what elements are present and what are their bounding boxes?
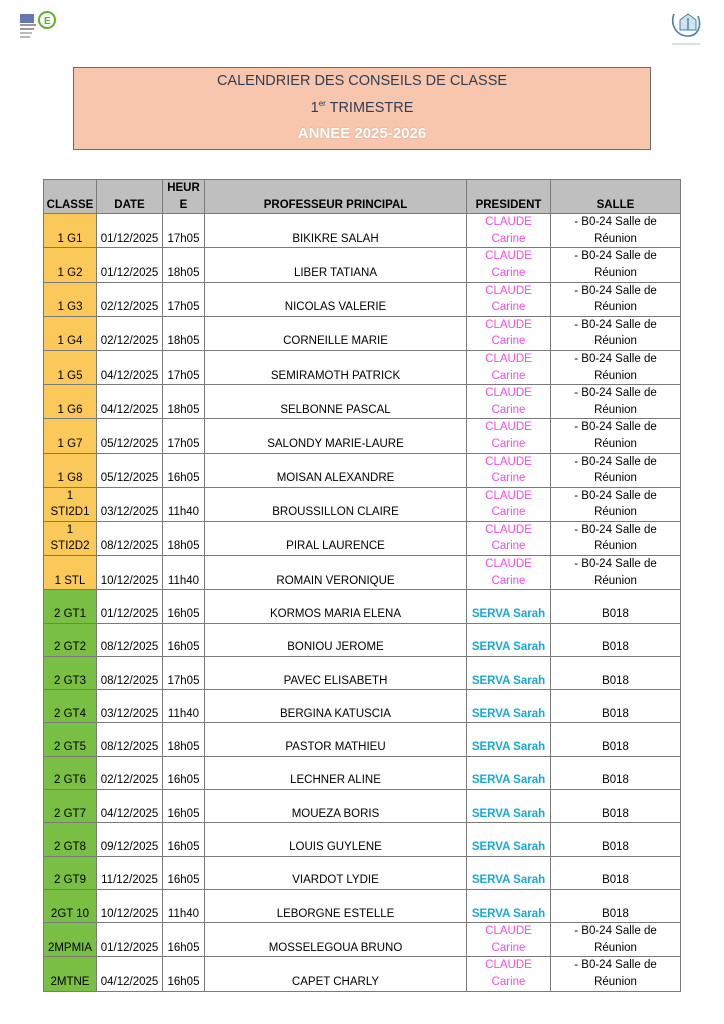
cell-president: CLAUDE Carine xyxy=(467,248,551,282)
table-row xyxy=(44,756,681,789)
cell-heure: 18h05 xyxy=(163,385,205,419)
cell-heure: 16h05 xyxy=(163,623,205,656)
cell-heure: 16h05 xyxy=(163,790,205,823)
cell-president: SERVA Sarah xyxy=(467,656,551,689)
cell-salle: B018 xyxy=(551,756,681,789)
cell-president: CLAUDE Carine xyxy=(467,316,551,350)
header-president: PRESIDENT xyxy=(467,180,551,214)
cell-classe: 2 GT8 xyxy=(44,823,97,856)
cell-classe: 2 GT7 xyxy=(44,790,97,823)
cell-date: 03/12/2025 xyxy=(97,487,163,521)
header-salle: SALLE xyxy=(551,180,681,214)
cell-professeur: PASTOR MATHIEU xyxy=(205,723,467,756)
cell-heure: 16h05 xyxy=(163,453,205,487)
cell-salle: B018 xyxy=(551,656,681,689)
table-header-row xyxy=(44,180,681,214)
cell-date: 01/12/2025 xyxy=(97,923,163,957)
table-row xyxy=(44,856,681,889)
cell-professeur: LECHNER ALINE xyxy=(205,756,467,789)
trimestre-title xyxy=(74,99,650,116)
cell-professeur: LOUIS GUYLENE xyxy=(205,823,467,856)
title-box xyxy=(73,67,651,150)
cell-salle: - B0-24 Salle de Réunion xyxy=(551,923,681,957)
cell-heure: 11h40 xyxy=(163,690,205,723)
cell-heure: 16h05 xyxy=(163,756,205,789)
cell-classe: 1 G5 xyxy=(44,350,97,384)
cell-professeur: VIARDOT LYDIE xyxy=(205,856,467,889)
cell-president: CLAUDE Carine xyxy=(467,923,551,957)
cell-professeur: PIRAL LAURENCE xyxy=(205,521,467,555)
cell-president: CLAUDE Carine xyxy=(467,385,551,419)
cell-professeur: BROUSSILLON CLAIRE xyxy=(205,487,467,521)
cell-president: CLAUDE Carine xyxy=(467,419,551,453)
cell-salle: - B0-24 Salle de Réunion xyxy=(551,385,681,419)
table-row xyxy=(44,282,681,316)
cell-president: CLAUDE Carine xyxy=(467,521,551,555)
cell-professeur: LEBORGNE ESTELLE xyxy=(205,889,467,922)
cell-date: 10/12/2025 xyxy=(97,556,163,590)
cell-heure: 16h05 xyxy=(163,957,205,991)
cell-heure: 16h05 xyxy=(163,856,205,889)
cell-heure: 11h40 xyxy=(163,556,205,590)
cell-professeur: ROMAIN VERONIQUE xyxy=(205,556,467,590)
cell-salle: - B0-24 Salle de Réunion xyxy=(551,487,681,521)
header-classe: CLASSE xyxy=(44,180,97,214)
cell-classe: 1 STL xyxy=(44,556,97,590)
cell-heure: 17h05 xyxy=(163,350,205,384)
table-row xyxy=(44,248,681,282)
cell-salle: B018 xyxy=(551,723,681,756)
cell-heure: 16h05 xyxy=(163,590,205,623)
cell-salle: B018 xyxy=(551,590,681,623)
cell-date: 01/12/2025 xyxy=(97,590,163,623)
cell-salle: - B0-24 Salle de Réunion xyxy=(551,556,681,590)
cell-classe: 1 G2 xyxy=(44,248,97,282)
document-title: CALENDRIER DES CONSEILS DE CLASSE xyxy=(216,73,508,89)
cell-professeur: KORMOS MARIA ELENA xyxy=(205,590,467,623)
cell-salle: - B0-24 Salle de Réunion xyxy=(551,419,681,453)
cell-classe: 2 GT6 xyxy=(44,756,97,789)
cell-heure: 18h05 xyxy=(163,248,205,282)
cell-professeur: LIBER TATIANA xyxy=(205,248,467,282)
table-row xyxy=(44,889,681,922)
cell-date: 04/12/2025 xyxy=(97,385,163,419)
cell-date: 04/12/2025 xyxy=(97,957,163,991)
cell-classe: 1 G8 xyxy=(44,453,97,487)
cell-classe: 1 STI2D1 xyxy=(44,487,97,521)
table-row xyxy=(44,623,681,656)
cell-salle: B018 xyxy=(551,790,681,823)
cell-classe: 2MPMIA xyxy=(44,923,97,957)
table-row xyxy=(44,521,681,555)
trimestre-label: TRIMESTRE xyxy=(325,100,414,116)
cell-date: 05/12/2025 xyxy=(97,419,163,453)
trimestre-number: 1 xyxy=(310,100,319,116)
cell-salle: - B0-24 Salle de Réunion xyxy=(551,316,681,350)
cell-professeur: NICOLAS VALERIE xyxy=(205,282,467,316)
cell-classe: 2GT 10 xyxy=(44,889,97,922)
cell-classe: 1 G7 xyxy=(44,419,97,453)
table-row xyxy=(44,823,681,856)
cell-classe: 1 STI2D2 xyxy=(44,521,97,555)
cell-date: 03/12/2025 xyxy=(97,690,163,723)
table-row xyxy=(44,453,681,487)
cell-president: SERVA Sarah xyxy=(467,889,551,922)
cell-classe: 2 GT1 xyxy=(44,590,97,623)
cell-president: SERVA Sarah xyxy=(467,790,551,823)
table-row xyxy=(44,556,681,590)
svg-text:E: E xyxy=(44,16,51,27)
table-row xyxy=(44,590,681,623)
cell-president: SERVA Sarah xyxy=(467,756,551,789)
cell-salle: - B0-24 Salle de Réunion xyxy=(551,453,681,487)
header-professeur: PROFESSEUR PRINCIPAL xyxy=(205,180,467,214)
table-body xyxy=(44,214,681,991)
cell-president: SERVA Sarah xyxy=(467,590,551,623)
cell-president: SERVA Sarah xyxy=(467,690,551,723)
cell-classe: 2MTNE xyxy=(44,957,97,991)
school-logo xyxy=(666,8,706,50)
cell-professeur: PAVEC ELISABETH xyxy=(205,656,467,689)
cell-salle: B018 xyxy=(551,889,681,922)
trimestre-superscript: er xyxy=(318,99,326,108)
cell-heure: 16h05 xyxy=(163,923,205,957)
cell-salle: - B0-24 Salle de Réunion xyxy=(551,248,681,282)
cell-date: 08/12/2025 xyxy=(97,723,163,756)
table-row xyxy=(44,690,681,723)
cell-salle: B018 xyxy=(551,690,681,723)
cell-classe: 1 G4 xyxy=(44,316,97,350)
cell-classe: 2 GT2 xyxy=(44,623,97,656)
cell-classe: 2 GT3 xyxy=(44,656,97,689)
cell-classe: 1 G6 xyxy=(44,385,97,419)
cell-president: CLAUDE Carine xyxy=(467,453,551,487)
cell-heure: 18h05 xyxy=(163,723,205,756)
cell-president: CLAUDE Carine xyxy=(467,350,551,384)
cell-date: 10/12/2025 xyxy=(97,889,163,922)
cell-professeur: BERGINA KATUSCIA xyxy=(205,690,467,723)
cell-president: SERVA Sarah xyxy=(467,723,551,756)
cell-date: 09/12/2025 xyxy=(97,823,163,856)
cell-professeur: BONIOU JEROME xyxy=(205,623,467,656)
cell-president: SERVA Sarah xyxy=(467,856,551,889)
cell-president: SERVA Sarah xyxy=(467,623,551,656)
cell-president: CLAUDE Carine xyxy=(467,487,551,521)
cell-date: 01/12/2025 xyxy=(97,248,163,282)
ministry-logo xyxy=(18,10,58,50)
cell-date: 05/12/2025 xyxy=(97,453,163,487)
cell-date: 08/12/2025 xyxy=(97,623,163,656)
cell-professeur: CAPET CHARLY xyxy=(205,957,467,991)
cell-heure: 17h05 xyxy=(163,656,205,689)
cell-date: 04/12/2025 xyxy=(97,350,163,384)
table-row xyxy=(44,385,681,419)
cell-professeur: BIKIKRE SALAH xyxy=(205,214,467,248)
table-row xyxy=(44,923,681,957)
table-row xyxy=(44,723,681,756)
cell-heure: 17h05 xyxy=(163,419,205,453)
table-row xyxy=(44,419,681,453)
cell-heure: 11h40 xyxy=(163,487,205,521)
table-row xyxy=(44,350,681,384)
cell-professeur: SALONDY MARIE-LAURE xyxy=(205,419,467,453)
cell-date: 08/12/2025 xyxy=(97,656,163,689)
header-heure: HEURE xyxy=(163,180,205,214)
cell-professeur: CORNEILLE MARIE xyxy=(205,316,467,350)
cell-professeur: MOISAN ALEXANDRE xyxy=(205,453,467,487)
cell-heure: 17h05 xyxy=(163,282,205,316)
cell-heure: 18h05 xyxy=(163,521,205,555)
table-row xyxy=(44,656,681,689)
cell-salle: B018 xyxy=(551,823,681,856)
cell-heure: 17h05 xyxy=(163,214,205,248)
cell-date: 08/12/2025 xyxy=(97,521,163,555)
table-row xyxy=(44,957,681,991)
cell-salle: - B0-24 Salle de Réunion xyxy=(551,521,681,555)
school-year: ANNEE 2025-2026 xyxy=(297,125,427,142)
cell-classe: 1 G3 xyxy=(44,282,97,316)
table-row xyxy=(44,214,681,248)
cell-classe: 2 GT4 xyxy=(44,690,97,723)
cell-classe: 2 GT5 xyxy=(44,723,97,756)
cell-date: 11/12/2025 xyxy=(97,856,163,889)
cell-president: CLAUDE Carine xyxy=(467,214,551,248)
calendar-table xyxy=(43,179,681,992)
cell-salle: B018 xyxy=(551,623,681,656)
cell-date: 01/12/2025 xyxy=(97,214,163,248)
cell-date: 02/12/2025 xyxy=(97,282,163,316)
cell-salle: - B0-24 Salle de Réunion xyxy=(551,282,681,316)
cell-heure: 16h05 xyxy=(163,823,205,856)
cell-president: CLAUDE Carine xyxy=(467,957,551,991)
table-row xyxy=(44,790,681,823)
cell-professeur: MOUEZA BORIS xyxy=(205,790,467,823)
cell-professeur: MOSSELEGOUA BRUNO xyxy=(205,923,467,957)
cell-president: CLAUDE Carine xyxy=(467,556,551,590)
cell-salle: - B0-24 Salle de Réunion xyxy=(551,957,681,991)
cell-salle: B018 xyxy=(551,856,681,889)
cell-professeur: SELBONNE PASCAL xyxy=(205,385,467,419)
cell-heure: 11h40 xyxy=(163,889,205,922)
table-row xyxy=(44,487,681,521)
cell-heure: 18h05 xyxy=(163,316,205,350)
cell-date: 04/12/2025 xyxy=(97,790,163,823)
cell-classe: 2 GT9 xyxy=(44,856,97,889)
cell-professeur: SEMIRAMOTH PATRICK xyxy=(205,350,467,384)
cell-classe: 1 G1 xyxy=(44,214,97,248)
table-row xyxy=(44,316,681,350)
cell-salle: - B0-24 Salle de Réunion xyxy=(551,214,681,248)
cell-date: 02/12/2025 xyxy=(97,316,163,350)
cell-date: 02/12/2025 xyxy=(97,756,163,789)
cell-salle: - B0-24 Salle de Réunion xyxy=(551,350,681,384)
cell-president: CLAUDE Carine xyxy=(467,282,551,316)
header-date: DATE xyxy=(97,180,163,214)
cell-president: SERVA Sarah xyxy=(467,823,551,856)
